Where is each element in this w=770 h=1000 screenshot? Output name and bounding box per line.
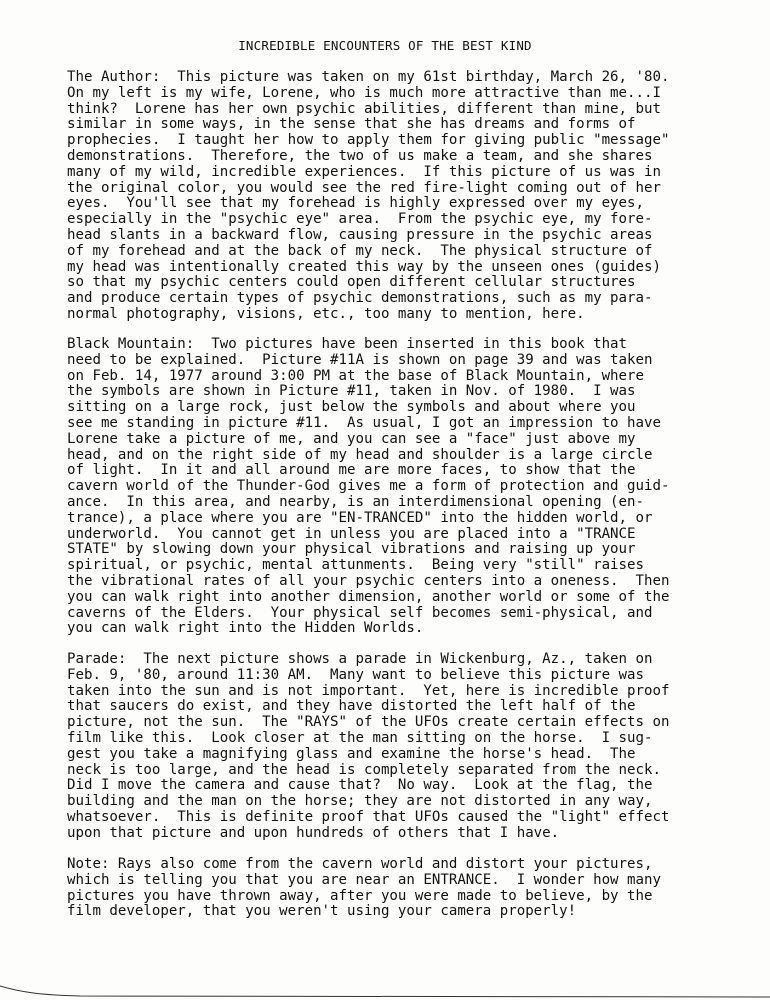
text-line: On my left is my wife, Lorene, who is much more attractive than me...I xyxy=(67,84,661,101)
text-line: upon that picture and upon hundreds of others that I have. xyxy=(67,824,560,841)
text-line: the symbols are shown in Picture #11, taken in Nov. of 1980. I was xyxy=(67,383,636,400)
text-line: caverns of the Elders. Your physical self becomes semi-physical, and xyxy=(67,604,653,621)
text-line: building and the man on the horse; they are not distorted in any way, xyxy=(67,793,653,810)
text-line: Feb. 9, '80, around 11:30 AM. Many want to believe this picture was xyxy=(67,666,644,683)
text-line: underworld. You cannot get in unless you are placed into a "TRANCE xyxy=(67,525,636,542)
text-line: of my forehead and at the back of my neck. The physical structure of xyxy=(67,242,653,259)
text-line: especially in the "psychic eye" area. From the psychic eye, my fore- xyxy=(67,211,653,228)
scan-edge-line xyxy=(0,982,770,1000)
text-line: sitting on a large rock, just below the symbols and about where you xyxy=(67,399,636,416)
text-line: similar in some ways, in the sense that she has dreams and forms of xyxy=(67,116,636,133)
text-line: need to be explained. Picture #11A is shown on page 39 and was taken xyxy=(67,351,653,368)
text-line: the vibrational rates of all your psychic centers into a oneness. Then xyxy=(67,572,670,589)
text-line: Did I move the camera and cause that? No way. Look at the flag, the xyxy=(67,777,653,794)
text-line: Black Mountain: Two pictures have been inserted in this book that xyxy=(67,336,628,352)
text-line: Note: Rays also come from the cavern world and distort your pictures, xyxy=(67,856,653,872)
text-line: that saucers do exist, and they have distorted the left half of the xyxy=(67,698,636,715)
text-line: taken into the sun and is not important. Yet, here is incredible proof xyxy=(67,682,670,699)
text-line: and produce certain types of psychic demonstrations, such as my para- xyxy=(67,290,653,307)
paragraph-parade xyxy=(67,652,747,842)
text-line: normal photography, visions, etc., too many to mention, here. xyxy=(67,305,585,322)
text-line: my head was intentionally created this way by the unseen ones (guides) xyxy=(67,258,661,275)
text-line: film like this. Look closer at the man sitting on the horse. I sug- xyxy=(67,729,653,746)
text-line: you can walk right into the Hidden Worlds. xyxy=(67,620,424,637)
text-line: cavern world of the Thunder-God gives me a form of protection and guid- xyxy=(67,478,670,495)
text-line: so that my psychic centers could open different cellular structures xyxy=(67,274,636,291)
text-line: whatsoever. This is definite proof that UFOs caused the "light" effect xyxy=(67,808,670,825)
text-line: ance. In this area, and nearby, is an interdimensional opening (en- xyxy=(67,493,644,510)
text-line: picture, not the sun. The "RAYS" of the UFOs create certain effects on xyxy=(67,714,670,731)
text-line: Lorene take a picture of me, and you can see a "face" just above my xyxy=(67,430,636,447)
paragraph-black-mountain xyxy=(67,337,747,637)
text-line: pictures you have thrown away, after you were made to believe, by the xyxy=(67,887,653,904)
text-line: Parade: The next picture shows a parade in Wickenburg, Az., taken on xyxy=(67,651,653,667)
text-line: of light. In it and all around me are more faces, to show that the xyxy=(67,462,636,479)
text-line: gest you take a magnifying glass and examine the horse's head. The xyxy=(67,745,636,762)
page-title: INCREDIBLE ENCOUNTERS OF THE BEST KIND xyxy=(238,38,532,53)
text-line: demonstrations. Therefore, the two of us make a team, and she shares xyxy=(67,147,653,164)
text-line: on Feb. 14, 1977 around 3:00 PM at the base of Black Mountain, where xyxy=(67,367,644,384)
text-line: you can walk right into another dimension, another world or some of the xyxy=(67,588,670,605)
text-line: see me standing in picture #11. As usual, I got an impression to have xyxy=(67,414,661,431)
text-line: head, and on the right side of my head and shoulder is a large circle xyxy=(67,446,653,463)
text-line: which is telling you that you are near an ENTRANCE. I wonder how many xyxy=(67,871,661,888)
text-line: head slants in a backward flow, causing pressure in the psychic areas xyxy=(67,226,653,243)
text-line: spiritual, or psychic, mental attunments. Being very "still" raises xyxy=(67,557,644,574)
text-line: film developer, that you weren't using your camera properly! xyxy=(67,903,577,920)
paragraph-note xyxy=(67,857,747,920)
text-line: neck is too large, and the head is completely separated from the neck. xyxy=(67,761,661,778)
text-line: think? Lorene has her own psychic abilities, different than mine, but xyxy=(67,100,661,117)
text-line: many of my wild, incredible experiences. If this picture of us was in xyxy=(67,163,661,180)
text-line: eyes. You'll see that my forehead is highly expressed over my eyes, xyxy=(67,195,644,212)
text-line: The Author: This picture was taken on my 61st birthday, March 26, '80. xyxy=(67,69,670,85)
paragraph-the-author xyxy=(67,70,747,323)
text-line: STATE" by slowing down your physical vibrations and raising up your xyxy=(67,541,636,558)
text-line: trance), a place where you are "EN-TRANCED" into the hidden world, or xyxy=(67,509,653,526)
text-line: the original color, you would see the red fire-light coming out of her xyxy=(67,179,661,196)
text-line: prophecies. I taught her how to apply them for giving public "message" xyxy=(67,132,670,149)
